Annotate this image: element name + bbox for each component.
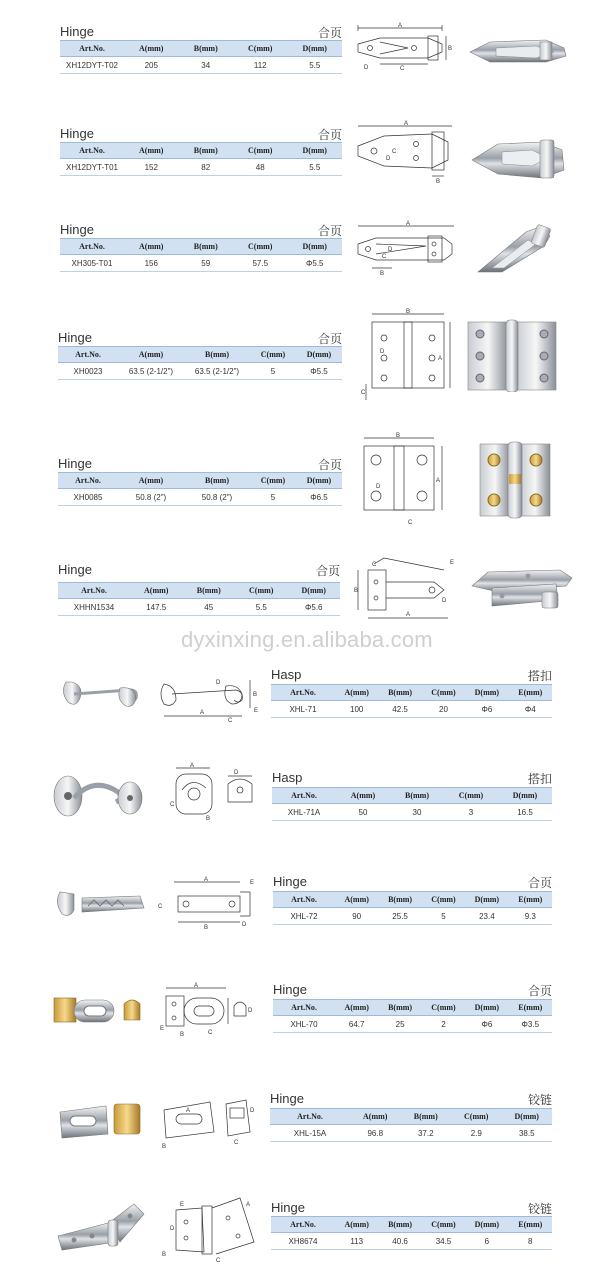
svg-text:C: C xyxy=(361,390,366,396)
spec-table xyxy=(271,1216,552,1250)
svg-text:C: C xyxy=(228,718,233,724)
product-section xyxy=(270,1091,552,1141)
svg-text:A: A xyxy=(190,763,195,769)
col-header: B(mm) xyxy=(401,1109,452,1125)
table-row xyxy=(58,599,340,616)
col-header: C(mm) xyxy=(235,583,288,599)
svg-text:D: D xyxy=(250,1108,255,1114)
svg-text:A: A xyxy=(398,23,403,29)
svg-text:C: C xyxy=(372,562,377,568)
table-cell: 112 xyxy=(233,57,288,74)
product-section xyxy=(273,874,552,924)
col-header: A(mm) xyxy=(335,1217,378,1233)
spec-table xyxy=(60,40,342,74)
technical-drawing xyxy=(352,220,460,278)
product-photo xyxy=(54,1200,150,1266)
table-cell: XH0085 xyxy=(58,489,118,506)
svg-text:D: D xyxy=(364,65,369,71)
table-cell: 3 xyxy=(444,804,498,821)
spec-table xyxy=(58,582,340,616)
svg-text:C: C xyxy=(400,66,405,72)
svg-text:C: C xyxy=(170,802,175,808)
col-header: Art.No. xyxy=(60,239,124,255)
svg-text:B: B xyxy=(206,816,211,822)
svg-text:A: A xyxy=(200,710,205,716)
product-section xyxy=(273,982,552,1032)
technical-drawing xyxy=(158,982,258,1038)
spec-table xyxy=(270,1108,552,1142)
section-title-cn: 铰链 xyxy=(527,1093,552,1107)
spec-table xyxy=(273,999,552,1033)
table-cell: 96.8 xyxy=(350,1125,401,1142)
table-cell: 25 xyxy=(378,1016,421,1033)
col-header: A(mm) xyxy=(350,1109,401,1125)
table-header-row xyxy=(273,1000,552,1016)
svg-text:B: B xyxy=(180,1032,185,1038)
svg-text:C: C xyxy=(408,520,413,526)
col-header: C(mm) xyxy=(250,473,296,489)
svg-text:C: C xyxy=(234,1140,239,1146)
col-header: E(mm) xyxy=(509,1217,552,1233)
col-header: B(mm) xyxy=(179,41,234,57)
col-header: Art.No. xyxy=(271,1217,335,1233)
section-title-cn: 合页 xyxy=(315,564,340,578)
table-cell: 5.5 xyxy=(288,57,343,74)
table-cell: XH0023 xyxy=(58,363,118,380)
section-title-cn: 搭扣 xyxy=(527,669,552,683)
svg-text:D: D xyxy=(234,770,239,776)
table-header-row xyxy=(270,1109,552,1125)
table-cell: 48 xyxy=(233,159,288,176)
spec-table xyxy=(58,472,342,506)
product-section xyxy=(271,1200,552,1250)
section-title: Hinge xyxy=(60,24,94,39)
product-section xyxy=(60,126,342,176)
svg-text:B: B xyxy=(396,433,401,439)
svg-text:D: D xyxy=(216,680,221,686)
technical-drawing xyxy=(156,874,258,930)
section-title: Hasp xyxy=(272,770,303,785)
table-header-row xyxy=(272,788,552,804)
table-header-row xyxy=(271,685,552,701)
col-header: A(mm) xyxy=(335,1000,378,1016)
svg-text:A: A xyxy=(186,1108,191,1114)
table-cell: 5 xyxy=(422,908,465,925)
table-cell: 82 xyxy=(179,159,234,176)
table-row xyxy=(272,804,552,821)
table-cell: 45 xyxy=(183,599,236,616)
col-header: Art.No. xyxy=(58,347,118,363)
svg-text:E: E xyxy=(250,880,255,886)
table-cell: 8 xyxy=(509,1233,552,1250)
table-cell: 63.5 (2-1/2") xyxy=(184,363,250,380)
section-title: Hinge xyxy=(273,982,307,997)
table-cell: XHL-70 xyxy=(273,1016,335,1033)
table-cell: 30 xyxy=(390,804,444,821)
svg-text:A: A xyxy=(204,877,209,883)
col-header: Art.No. xyxy=(272,788,336,804)
product-photo xyxy=(50,770,148,822)
product-photo xyxy=(466,30,572,70)
product-photo xyxy=(478,440,552,520)
table-row xyxy=(271,701,552,718)
table-cell: 5.5 xyxy=(288,159,343,176)
table-cell: Φ6 xyxy=(465,1016,508,1033)
col-header: A(mm) xyxy=(118,473,184,489)
table-cell: XHL-72 xyxy=(273,908,335,925)
col-header: B(mm) xyxy=(184,473,250,489)
svg-text:E: E xyxy=(254,708,259,714)
svg-text:D: D xyxy=(248,1008,253,1014)
table-cell: XH8674 xyxy=(271,1233,335,1250)
col-header: A(mm) xyxy=(335,892,378,908)
product-section xyxy=(58,562,340,612)
table-cell: 147.5 xyxy=(130,599,183,616)
section-title-cn: 合页 xyxy=(527,876,552,890)
section-title-cn: 合页 xyxy=(527,984,552,998)
table-row xyxy=(270,1125,552,1142)
table-cell: 2.9 xyxy=(451,1125,502,1142)
technical-drawing xyxy=(352,120,458,186)
product-section xyxy=(271,667,552,717)
table-cell: 5 xyxy=(250,363,296,380)
section-title: Hinge xyxy=(270,1091,304,1106)
table-header-row xyxy=(273,892,552,908)
section-title: Hinge xyxy=(271,1200,305,1215)
table-cell: 50 xyxy=(336,804,390,821)
product-photo xyxy=(468,130,568,186)
table-cell: 2 xyxy=(422,1016,465,1033)
svg-text:B: B xyxy=(448,46,453,52)
section-title: Hasp xyxy=(271,667,302,682)
section-title-cn: 合页 xyxy=(317,128,342,142)
table-cell: 40.6 xyxy=(378,1233,421,1250)
product-section xyxy=(60,24,342,74)
col-header: D(mm) xyxy=(288,143,343,159)
col-header: B(mm) xyxy=(390,788,444,804)
section-title-cn: 合页 xyxy=(317,458,342,472)
table-cell: 42.5 xyxy=(378,701,421,718)
section-title: Hinge xyxy=(58,330,92,345)
technical-drawing xyxy=(156,1196,260,1266)
spec-table xyxy=(271,684,552,718)
svg-text:C: C xyxy=(158,904,163,910)
svg-text:E: E xyxy=(180,1202,185,1208)
table-cell: 90 xyxy=(335,908,378,925)
svg-text:D: D xyxy=(242,922,247,928)
col-header: A(mm) xyxy=(130,583,183,599)
section-title-cn: 搭扣 xyxy=(527,772,552,786)
table-cell: 64.7 xyxy=(335,1016,378,1033)
table-header-row xyxy=(60,143,342,159)
product-photo xyxy=(56,674,142,714)
col-header: A(mm) xyxy=(118,347,184,363)
svg-text:C: C xyxy=(392,149,397,155)
table-header-row xyxy=(271,1217,552,1233)
table-cell: 6 xyxy=(465,1233,508,1250)
table-cell: 9.3 xyxy=(509,908,552,925)
col-header: E(mm) xyxy=(509,1000,552,1016)
table-cell: 37.2 xyxy=(401,1125,452,1142)
table-cell: Φ6 xyxy=(465,701,508,718)
table-cell: XHL-71 xyxy=(271,701,335,718)
col-header: C(mm) xyxy=(250,347,296,363)
spec-table xyxy=(60,142,342,176)
col-header: A(mm) xyxy=(124,41,179,57)
col-header: D(mm) xyxy=(288,41,343,57)
svg-text:D: D xyxy=(386,156,391,162)
product-photo xyxy=(56,1096,146,1144)
spec-table xyxy=(58,346,342,380)
table-cell: 25.5 xyxy=(378,908,421,925)
table-cell: 34.5 xyxy=(422,1233,465,1250)
table-row xyxy=(60,159,342,176)
table-cell: 205 xyxy=(124,57,179,74)
col-header: Art.No. xyxy=(271,685,335,701)
product-photo xyxy=(468,562,576,614)
product-section xyxy=(272,770,552,820)
product-section xyxy=(58,456,342,506)
section-title: Hinge xyxy=(58,456,92,471)
svg-text:B: B xyxy=(162,1144,167,1150)
table-header-row xyxy=(58,473,342,489)
col-header: C(mm) xyxy=(451,1109,502,1125)
table-cell: XHHN1534 xyxy=(58,599,130,616)
technical-drawing xyxy=(360,308,460,404)
section-title: Hinge xyxy=(60,222,94,237)
col-header: D(mm) xyxy=(288,239,343,255)
svg-text:A: A xyxy=(246,1202,251,1208)
section-title: Hinge xyxy=(60,126,94,141)
table-cell: XH305-T01 xyxy=(60,255,124,272)
col-header: B(mm) xyxy=(179,143,234,159)
table-cell: 156 xyxy=(124,255,179,272)
col-header: D(mm) xyxy=(296,473,342,489)
col-header: C(mm) xyxy=(422,685,465,701)
col-header: B(mm) xyxy=(378,1217,421,1233)
table-row xyxy=(273,908,552,925)
table-cell: Φ3.5 xyxy=(509,1016,552,1033)
table-row xyxy=(271,1233,552,1250)
svg-text:D: D xyxy=(442,598,447,604)
technical-drawing xyxy=(158,1092,258,1152)
svg-text:C: C xyxy=(382,254,387,260)
table-header-row xyxy=(60,239,342,255)
col-header: D(mm) xyxy=(498,788,552,804)
table-cell: 5.5 xyxy=(235,599,288,616)
col-header: D(mm) xyxy=(296,347,342,363)
col-header: A(mm) xyxy=(335,685,378,701)
table-cell: 50.8 (2") xyxy=(118,489,184,506)
col-header: B(mm) xyxy=(183,583,236,599)
col-header: D(mm) xyxy=(465,685,508,701)
svg-text:D: D xyxy=(376,484,381,490)
col-header: C(mm) xyxy=(444,788,498,804)
col-header: Art.No. xyxy=(270,1109,350,1125)
spec-table xyxy=(272,787,552,821)
watermark: dyxinxing.en.alibaba.com xyxy=(181,627,433,652)
table-cell: 113 xyxy=(335,1233,378,1250)
svg-text:D: D xyxy=(170,1226,175,1232)
col-header: D(mm) xyxy=(288,583,341,599)
svg-text:B: B xyxy=(162,1252,167,1258)
col-header: B(mm) xyxy=(378,1000,421,1016)
table-cell: 23.4 xyxy=(465,908,508,925)
col-header: C(mm) xyxy=(422,892,465,908)
table-cell: Φ5.6 xyxy=(288,599,341,616)
product-photo xyxy=(52,882,148,922)
table-cell: 63.5 (2-1/2") xyxy=(118,363,184,380)
table-row xyxy=(273,1016,552,1033)
col-header: A(mm) xyxy=(124,143,179,159)
table-row xyxy=(58,363,342,380)
product-photo xyxy=(466,318,558,392)
svg-text:A: A xyxy=(406,612,411,618)
product-photo xyxy=(474,218,554,280)
table-header-row xyxy=(60,41,342,57)
svg-text:E: E xyxy=(450,560,455,566)
product-section xyxy=(58,330,342,380)
col-header: A(mm) xyxy=(124,239,179,255)
col-header: C(mm) xyxy=(422,1000,465,1016)
section-title-cn: 合页 xyxy=(317,224,342,238)
svg-text:A: A xyxy=(404,121,409,127)
svg-text:D: D xyxy=(380,349,385,355)
col-header: E(mm) xyxy=(509,892,552,908)
col-header: E(mm) xyxy=(509,685,552,701)
col-header: B(mm) xyxy=(378,892,421,908)
table-cell: XHL-71A xyxy=(272,804,336,821)
svg-text:A: A xyxy=(194,983,199,989)
spec-table xyxy=(60,238,342,272)
col-header: Art.No. xyxy=(60,41,124,57)
svg-text:B: B xyxy=(436,179,441,185)
col-header: C(mm) xyxy=(233,41,288,57)
svg-text:D: D xyxy=(388,247,393,253)
svg-text:A: A xyxy=(438,356,443,362)
table-cell: XH12DYT-T02 xyxy=(60,57,124,74)
table-header-row xyxy=(58,583,340,599)
svg-text:A: A xyxy=(406,221,411,227)
table-header-row xyxy=(58,347,342,363)
section-title: Hinge xyxy=(273,874,307,889)
col-header: C(mm) xyxy=(422,1217,465,1233)
col-header: Art.No. xyxy=(58,473,118,489)
section-title-cn: 合页 xyxy=(317,26,342,40)
spec-table xyxy=(273,891,552,925)
col-header: D(mm) xyxy=(502,1109,553,1125)
technical-drawing xyxy=(156,672,260,724)
table-cell: 16.5 xyxy=(498,804,552,821)
table-cell: Φ4 xyxy=(509,701,552,718)
col-header: Art.No. xyxy=(273,892,335,908)
table-cell: 100 xyxy=(335,701,378,718)
section-title-cn: 合页 xyxy=(317,332,342,346)
col-header: D(mm) xyxy=(465,1217,508,1233)
col-header: Art.No. xyxy=(60,143,124,159)
technical-drawing xyxy=(350,22,458,72)
col-header: B(mm) xyxy=(184,347,250,363)
svg-text:B: B xyxy=(354,588,359,594)
col-header: A(mm) xyxy=(336,788,390,804)
svg-text:B: B xyxy=(204,925,209,930)
table-cell: Φ5.5 xyxy=(288,255,343,272)
col-header: D(mm) xyxy=(465,892,508,908)
col-header: B(mm) xyxy=(179,239,234,255)
svg-text:C: C xyxy=(216,1258,221,1264)
col-header: Art.No. xyxy=(58,583,130,599)
table-cell: 152 xyxy=(124,159,179,176)
table-cell: Φ6.5 xyxy=(296,489,342,506)
svg-text:A: A xyxy=(436,478,441,484)
svg-text:B: B xyxy=(253,692,258,698)
section-title: Hinge xyxy=(58,562,92,577)
table-cell: 20 xyxy=(422,701,465,718)
table-cell: 57.5 xyxy=(233,255,288,272)
table-cell: 34 xyxy=(179,57,234,74)
table-row xyxy=(58,489,342,506)
table-cell: 50.8 (2") xyxy=(184,489,250,506)
table-cell: 38.5 xyxy=(502,1125,553,1142)
section-title-cn: 铰链 xyxy=(527,1202,552,1216)
product-photo xyxy=(50,990,150,1030)
col-header: C(mm) xyxy=(233,239,288,255)
col-header: B(mm) xyxy=(378,685,421,701)
technical-drawing xyxy=(354,432,454,528)
table-cell: 59 xyxy=(179,255,234,272)
svg-text:B: B xyxy=(406,309,411,315)
product-section xyxy=(60,222,342,272)
technical-drawing xyxy=(354,552,458,624)
technical-drawing xyxy=(168,762,258,824)
table-cell: 5 xyxy=(250,489,296,506)
col-header: D(mm) xyxy=(465,1000,508,1016)
col-header: C(mm) xyxy=(233,143,288,159)
col-header: Art.No. xyxy=(273,1000,335,1016)
svg-text:E: E xyxy=(160,1026,165,1032)
table-cell: XHL-15A xyxy=(270,1125,350,1142)
table-row xyxy=(60,57,342,74)
table-row xyxy=(60,255,342,272)
table-cell: XH12DYT-T01 xyxy=(60,159,124,176)
svg-text:B: B xyxy=(380,271,385,277)
svg-text:C: C xyxy=(208,1030,213,1036)
table-cell: Φ5.5 xyxy=(296,363,342,380)
